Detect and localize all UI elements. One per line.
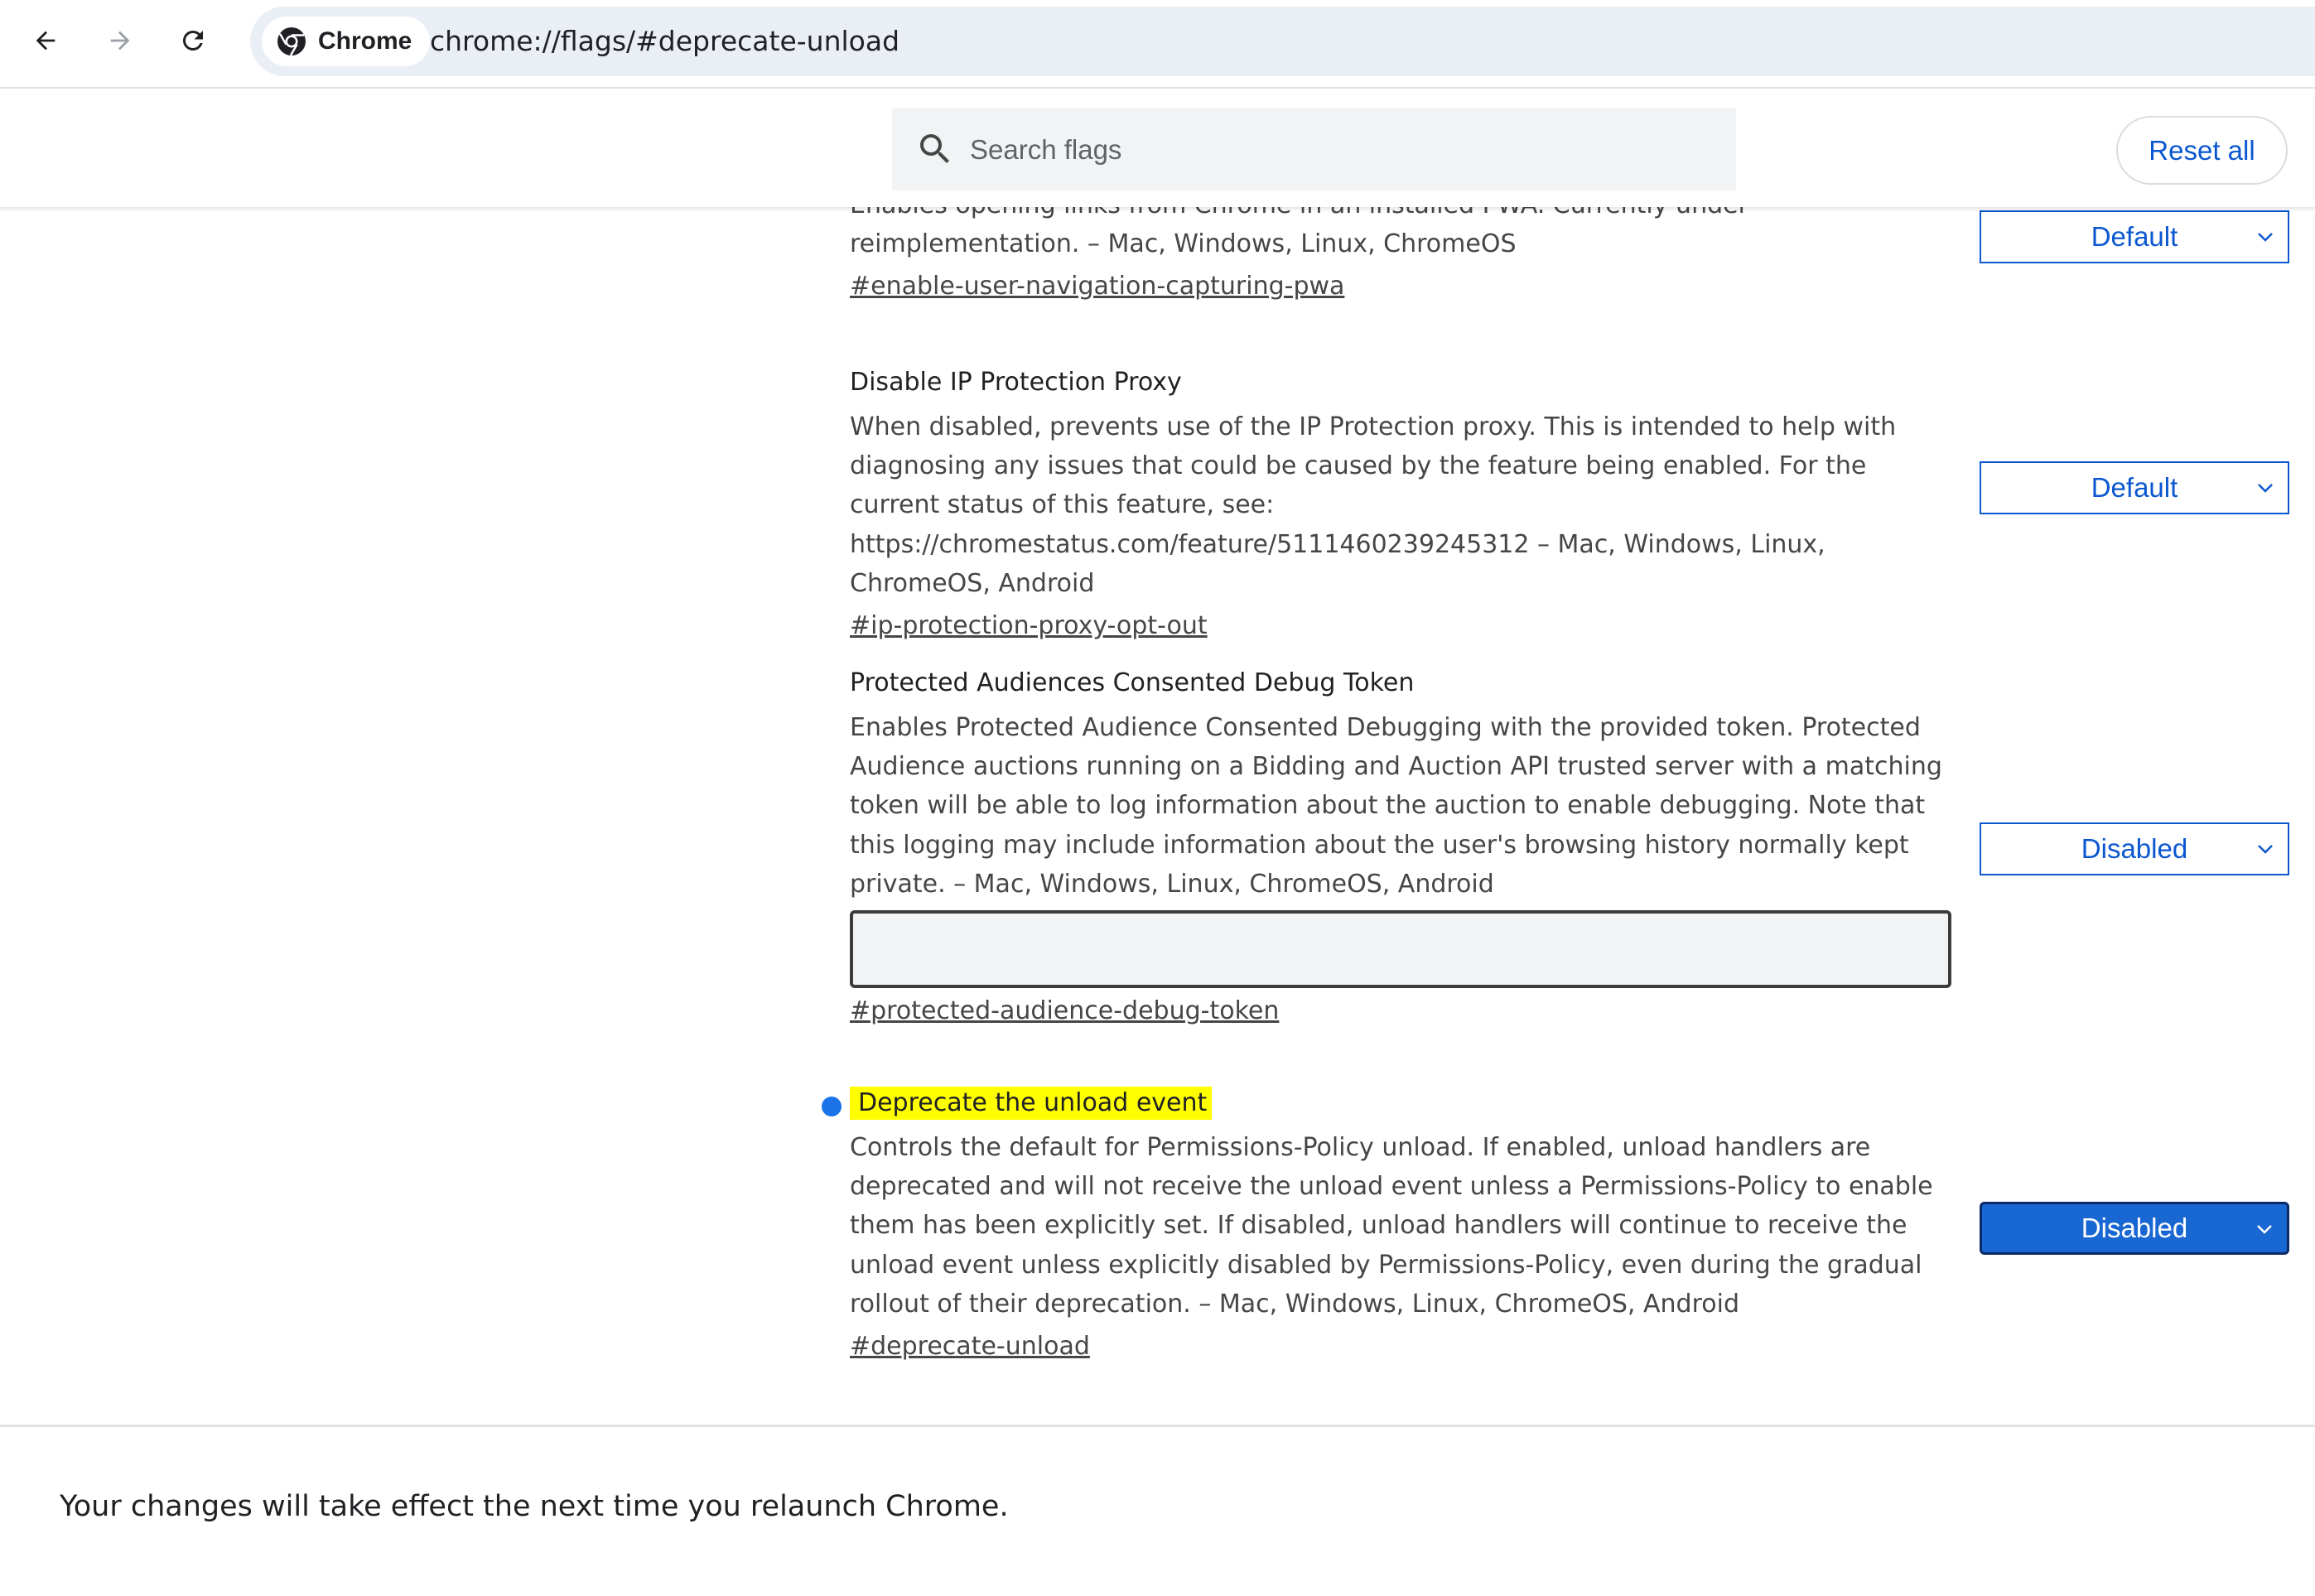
reset-all-button[interactable]: Reset all xyxy=(2116,116,2288,185)
experiments-list xyxy=(0,207,2315,1425)
chevron-down-icon xyxy=(2255,1222,2274,1236)
select-value: Disabled xyxy=(2081,833,2188,864)
experiment-description: When disabled, prevents use of the IP Protection proxy. This is intended to help with diagnosing any issues that could be caused by the feature being enabled. For the current status of this feature, see: https://chromestatus.com/feature/5111460239245312 – Mac, Windows, Linux, ChromeOS, Android xyxy=(850,412,1897,598)
experiment-select[interactable] xyxy=(1980,1202,2289,1255)
experiment-select[interactable] xyxy=(1980,461,2289,514)
flags-header xyxy=(0,89,2315,207)
experiment-permalink[interactable]: #deprecate-unload xyxy=(850,1332,1090,1362)
select-value: Disabled xyxy=(2081,1213,2188,1243)
select-value: Default xyxy=(2091,472,2178,503)
search-icon xyxy=(915,129,955,169)
experiment-title: Disable IP Protection Proxy xyxy=(850,368,1182,397)
experiment-title: Protected Audiences Consented Debug Token xyxy=(850,668,1415,697)
debug-token-input[interactable] xyxy=(850,910,1951,988)
experiment-permalink[interactable]: #ip-protection-proxy-opt-out xyxy=(850,611,1208,641)
arrow-left-icon xyxy=(31,27,60,55)
experiment-permalink[interactable]: #enable-user-navigation-capturing-pwa xyxy=(850,272,1345,301)
chevron-down-icon xyxy=(2256,842,2274,856)
relaunch-message: Your changes will take effect the next time you relaunch Chrome. xyxy=(60,1490,1009,1523)
url-text[interactable]: chrome://flags/#deprecate-unload xyxy=(430,25,900,57)
experiment-description: Controls the default for Permissions-Policy unload. If enabled, unload handlers are deprecated and will not receive the unload event unless a Permissions-Policy to enable them has been explicitly set. If disabled, unload handlers will continue to receive the unload event unless explicitly disabled by Permissions-Policy, even during the gradual rollout of their deprecation. – Mac, Windows, Linux, ChromeOS, Android xyxy=(850,1133,1933,1319)
experiment-deprecate-unload xyxy=(850,1087,1951,1363)
search-input[interactable] xyxy=(968,108,1717,192)
reload-icon xyxy=(178,26,208,55)
chevron-down-icon xyxy=(2256,481,2274,494)
experiment-title: Deprecate the unload event xyxy=(850,1087,1212,1120)
reload-button[interactable] xyxy=(166,18,220,63)
browser-toolbar xyxy=(0,0,2315,89)
experiment-description: reimplementation. – Mac, Windows, Linux, ChromeOS xyxy=(850,229,1517,259)
experiment-select[interactable] xyxy=(1980,210,2289,263)
experiment-description: Enables Protected Audience Consented Debugging with the provided token. Protected Audience auctions running on a Bidding and Auction API trusted server with a matching token will be able to log information about the auction to enable debugging. Note that this logging may include information about the user's browsing history normally kept private. – Mac, Windows, Linux, ChromeOS, Android xyxy=(850,713,1942,899)
site-info-chip[interactable] xyxy=(262,17,430,66)
address-bar[interactable] xyxy=(250,7,2315,76)
chrome-logo-icon xyxy=(277,27,306,56)
chip-label: Chrome xyxy=(318,27,412,55)
experiment-ip-protection-proxy xyxy=(850,366,1951,643)
back-button[interactable] xyxy=(18,18,73,63)
search-box[interactable] xyxy=(892,108,1736,190)
modified-indicator-dot xyxy=(822,1097,842,1116)
experiment-permalink[interactable]: #protected-audience-debug-token xyxy=(850,996,1280,1026)
arrow-right-icon xyxy=(106,27,134,55)
experiment-protected-audience-debug-token xyxy=(850,667,1951,1028)
chevron-down-icon xyxy=(2256,230,2274,243)
experiment-select[interactable] xyxy=(1980,822,2289,875)
relaunch-footer xyxy=(0,1425,2315,1596)
forward-button[interactable] xyxy=(93,18,147,63)
select-value: Default xyxy=(2091,221,2178,252)
